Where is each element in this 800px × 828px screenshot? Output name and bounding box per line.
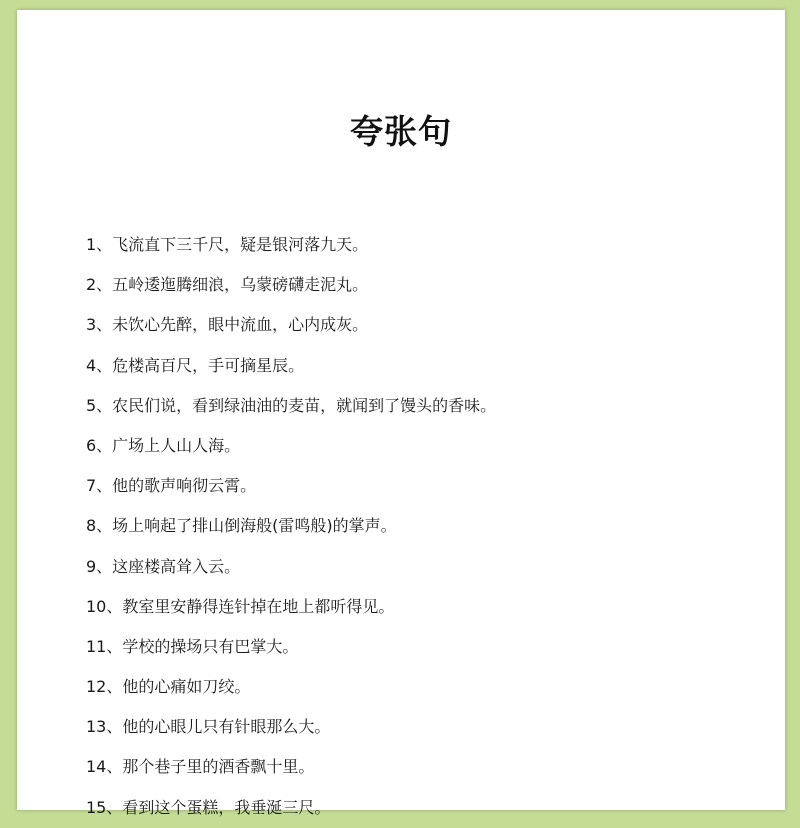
list-item: 4、危楼高百尺，手可摘星辰。 [86,355,305,375]
list-item: 1、飞流直下三千尺，疑是银河落九天。 [86,235,369,254]
list-item: 13、他的心眼儿只有针眼那么大。 [86,717,331,737]
list-item: 6、广场上人山人海。 [86,435,241,455]
sentence-list [86,225,496,828]
list-item: 7、他的歌声响彻云霄。 [86,476,257,496]
list-item: 12、他的心痛如刀绞。 [86,677,251,697]
list-item: 2、五岭逶迤腾细浪，乌蒙磅礴走泥丸。 [86,275,369,295]
list-item: 8、场上响起了排山倒海般(雷鸣般)的掌声。 [86,516,397,536]
list-item: 11、学校的操场只有巴掌大。 [86,636,299,656]
list-item: 9、这座楼高耸入云。 [86,556,241,576]
list-item: 15、看到这个蛋糕，我垂涎三尺。 [86,797,331,817]
document-page [17,10,785,817]
list-item: 14、那个巷子里的酒香飘十里。 [86,757,315,777]
list-item: 5、农民们说，看到绿油油的麦苗，就闻到了馒头的香味。 [86,395,497,415]
document-title: 夸张句 [350,112,452,151]
list-item: 3、未饮心先醉，眼中流血，心内成灰。 [86,315,369,335]
list-item: 10、教室里安静得连针掉在地上都听得见。 [86,596,395,616]
